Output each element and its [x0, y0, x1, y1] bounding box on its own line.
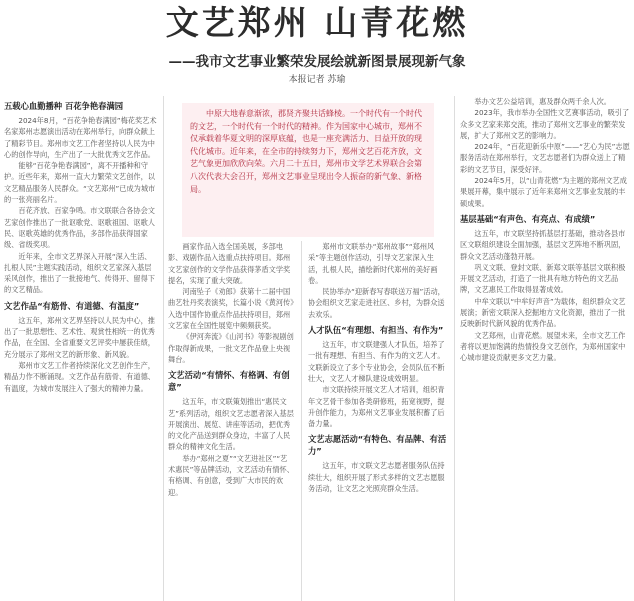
column-divider [454, 96, 455, 601]
column-4 [460, 96, 630, 601]
column-3 [308, 241, 448, 601]
article-paragraph: 这五年，市文联文艺志愿者服务队伍持续壮大，组织开展了形式多样的文艺志愿服务活动，让文艺之光照亮群众生活。 [308, 461, 445, 494]
section-heading: 人才队伍“有理想、有担当、有作为” [308, 325, 444, 336]
column-2 [168, 241, 294, 601]
article-paragraph: 民协举办“迎新春写春联送万福”活动，协会组织文艺家走进社区、乡村，为群众送去欢乐。 [308, 287, 445, 319]
article-paragraph: 中牟文联以“中牟好声音”为载体，组织群众文艺展演；新密文联深入挖掘地方文化资源，推出了一批反映新时代新风貌的优秀作品。 [460, 296, 626, 329]
article-paragraph: 这五年，市文联策划推出“惠民文艺”系列活动，组织文艺志愿者深入基层开展演出、展览、讲座等活动，把优秀的文化产品送到群众身边，丰富了人民群众的精神文化生活。 [168, 397, 294, 452]
column-divider [301, 241, 302, 601]
byline: 本报记者 苏瑜 [288, 75, 346, 85]
article-paragraph: 郑州市文联举办“郑州故事”“郑州风采”等主题创作活动，引导文艺家深入生活，扎根人民，描绘新时代郑州的美好画卷。 [308, 242, 438, 285]
lead-paragraph: 中原大地春意渐浓，郡贤齐聚共话蜂棱。一个时代有一个时代的文艺，一个时代有一个时代的精神。作为国家中心城市，郑州不仅承载着华夏文明的深厚底蕴，也是一座充满活力、日益开放的现代化城市。近年来，在全市的持续努力下，郑州文艺百花齐放，文艺气象更加欣欣向荣。六月二十五日，郑州市文学艺术界联合会第八次代表大会召开，郑州文艺事业呈现出令人振奋的新气象、新格局。 [182, 103, 434, 237]
section-heading: 五载心血勤播种 百花争艳春满园 [4, 101, 124, 111]
article-paragraph: 2024年8月，“百花争艳春满园”梅花奖艺术名家郑州志愿演出活动在郑州举行，向群众献上了精彩节目。郑州市文艺工作者坚持以人民为中心的创作导向，生产出了一大批优秀文艺作品。 [4, 116, 157, 159]
article-paragraph: 2024年，“百花迎新乐中原”——“艺心为民”志愿服务活动在郑州举行，文艺志愿者们为群众送上了精彩的文艺节目，深受好评。 [460, 142, 630, 174]
article-paragraph: 市文联持续开展文艺人才培训，组织青年文艺骨干参加各类研修班，拓宽视野，提升创作能力，为郑州文艺事业发展积蓄了后备力量。 [308, 385, 445, 429]
article-paragraph: 举办文艺公益培训，惠及群众两千余人次。 [474, 97, 611, 106]
section-heading: 文艺作品“有筋骨、有道德、有温度” [4, 300, 140, 311]
article-paragraph: 这五年，市文联建强人才队伍，培养了一批有理想、有担当、有作为的文艺人才。文联新设立了多个专业协会，会员队伍不断壮大，文艺人才梯队建设成效明显。 [308, 340, 445, 383]
section-heading: 文艺活动“有情怀、有格调、有创意” [168, 370, 290, 393]
article-paragraph: 百花齐放、百家争鸣。市文联联合各协会文艺家创作推出了一批讴歌党、讴歌祖国、讴歌人民、讴歌英雄的优秀作品，多部作品获得国家级、省级奖项。 [4, 206, 155, 250]
article-paragraph: 能够“百花争艳春满园”，离不开播种和守护。近些年来，郑州一直大力繁荣文艺创作，以文艺精品服务人民群众。“文艺郑州”已成为城市的一张亮丽名片。 [4, 161, 156, 205]
article-paragraph: 2023年，我市举办全国性文艺赛事活动，吸引了众多文艺家来郑交流，推动了郑州文艺事业的繁荣发展，扩大了郑州文艺的影响力。 [460, 108, 630, 140]
article-paragraph: 《伊河奔流》《山河书》等影视剧创作取得新成果，一批文艺作品登上央视舞台。 [168, 332, 294, 364]
section-heading: 文艺志愿活动“有特色、有品牌、有活力” [308, 434, 447, 457]
article-paragraph: 这五年，郑州文艺界坚持以人民为中心，推出了一批思想性、艺术性、观赏性相统一的优秀作品，在全国、全省重要文艺评奖中屡获佳绩，充分展示了郑州文艺的新形象、新风貌。 [4, 315, 155, 359]
column-1 [4, 96, 158, 601]
article-paragraph: 文艺郑州，山青花燃。展望未来，全市文艺工作者将以更加饱满的热情投身文艺创作，为郑州国家中心城市建设贡献更多文艺力量。 [460, 330, 626, 363]
subheadline: ——我市文艺事业繁荣发展绘就新图景展现新气象 [168, 54, 466, 70]
article-paragraph: 画家作品入选全国美展，多部电影、戏剧作品入选重点扶持项目。郑州文艺家创作的文学作品获得茅盾文学奖提名，实现了重大突破。 [168, 242, 291, 285]
article-paragraph: 举办“郑州之夏”“文艺进社区”“艺术惠民”等品牌活动，文艺活动有情怀、有格调、有创意，受到广大市民的欢迎。 [168, 453, 294, 497]
article-paragraph: 这五年，市文联坚持抓基层打基础，推动各县市区文联组织建设全面加强，基层文艺阵地不断巩固，群众文艺活动蓬勃开展。 [460, 228, 626, 261]
section-heading: 基层基础“有声色、有亮点、有成绩” [460, 213, 596, 224]
article-paragraph: 河南坠子《劝郎》获第十二届中国曲艺牡丹奖表演奖，长篇小说《黄河传》入选中国作协重点作品扶持项目，郑州文艺家在全国性展览中频频获奖。 [168, 287, 294, 331]
article-paragraph: 郑州市文艺工作者持续深化文艺创作生产，精品力作不断涌现。文艺作品有筋骨、有道德、有温度，为城市发展注入了强大的精神力量。 [4, 360, 155, 393]
headline: 文艺郑州 山青花燃 [165, 3, 469, 42]
column-divider [163, 96, 164, 601]
article-paragraph: 近年来，全市文艺界深入开展“深入生活、扎根人民”主题实践活动，组织文艺家深入基层采风创作，推出了一批接地气、传得开、留得下的文艺精品。 [4, 251, 155, 295]
article-paragraph: 巩义文联、登封文联、新郑文联等基层文联积极开展文艺活动，打造了一批具有地方特色的文艺品牌，文艺惠民工作取得显著成效。 [460, 262, 626, 295]
article-paragraph: 2024年5月，以“山青花燃”为主题的郑州文艺成果展开幕，集中展示了近年来郑州文艺事业发展的丰硕成果。 [460, 176, 627, 208]
